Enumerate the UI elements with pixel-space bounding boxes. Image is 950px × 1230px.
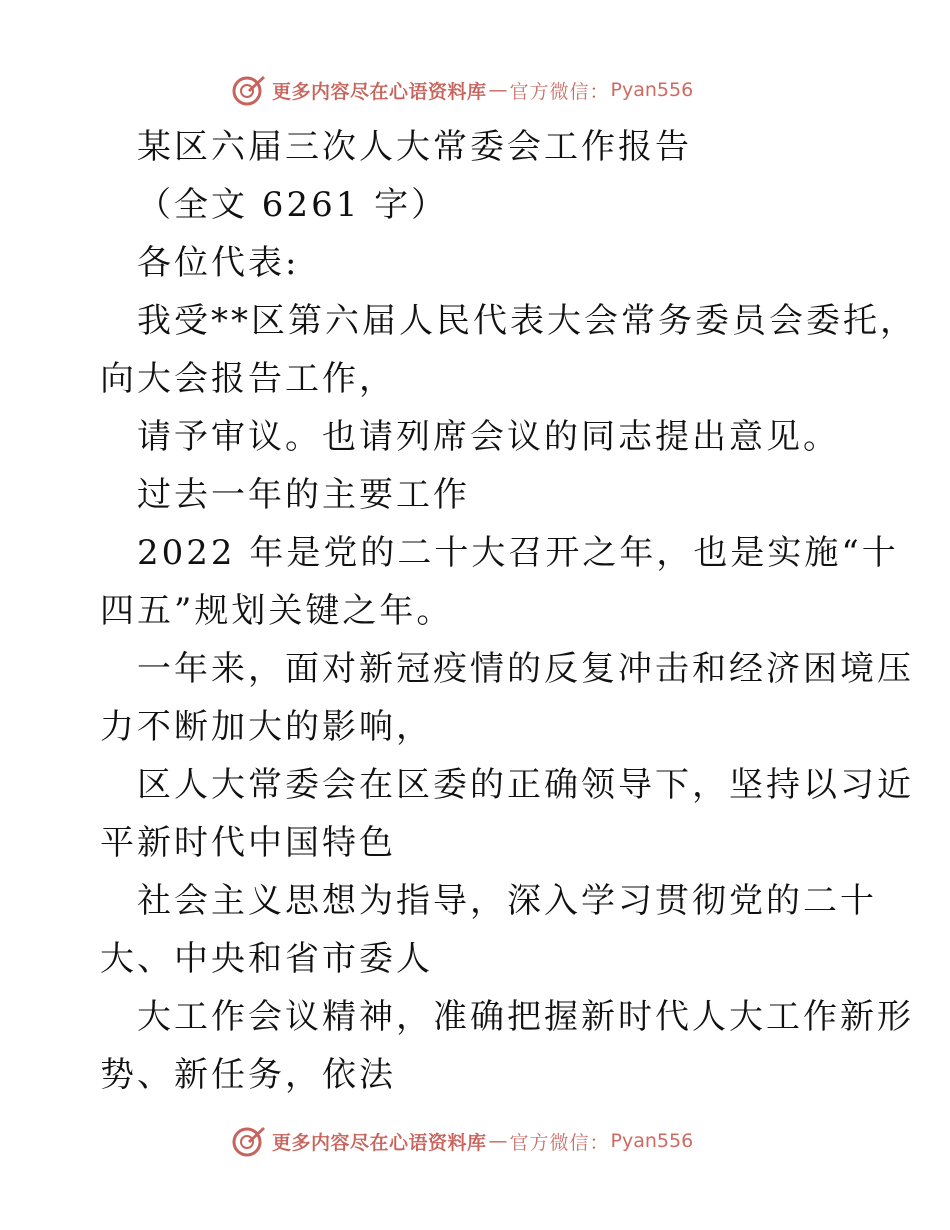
- watermark-banner-bottom: [232, 1121, 693, 1161]
- paragraph-line: 一年来，面对新冠疫情的反复冲击和经济困境压: [137, 649, 914, 689]
- document-body: [100, 118, 917, 1104]
- paragraph-line: 2022 年是党的二十大召开之年，也是实施“十: [137, 533, 899, 573]
- watermark-separator: —: [488, 1130, 508, 1152]
- paragraph-line: 区人大常委会在区委的正确领导下，坚持以习近: [137, 765, 914, 805]
- paragraph-line: 平新时代中国特色: [100, 823, 396, 863]
- watermark-separator: —: [488, 79, 508, 101]
- watermark-brand: 更多内容尽在心语资料库: [272, 80, 487, 103]
- paragraph-line: 大、中央和省市委人: [100, 939, 433, 979]
- pen-logo-icon: [232, 73, 266, 107]
- paragraph-line: 请予审议。也请列席会议的同志提出意见。: [137, 417, 840, 457]
- paragraph-line: 向大会报告工作，: [100, 359, 396, 399]
- paragraph-line: 大工作会议精神，准确把握新时代人大工作新形: [137, 997, 914, 1037]
- watermark-brand: 更多内容尽在心语资料库: [272, 1131, 487, 1154]
- word-count-note: （全文 6261 字）: [137, 185, 449, 225]
- watermark-official-label: 官方微信: [509, 80, 590, 103]
- section-heading: 过去一年的主要工作: [137, 475, 470, 515]
- paragraph-line: 社会主义思想为指导，深入学习贯彻党的二十: [137, 881, 877, 921]
- paragraph-line: 我受**区第六届人民代表大会常务委员会委托，: [137, 301, 917, 341]
- watermark-wechat-id: Pyan556: [610, 79, 694, 101]
- watermark-colon: ：: [589, 80, 609, 103]
- salutation: 各位代表:: [137, 243, 300, 283]
- watermark-colon: ：: [589, 1131, 609, 1154]
- paragraph-line: 力不断加大的影响，: [100, 707, 433, 747]
- document-title: 某区六届三次人大常委会工作报告: [137, 127, 692, 167]
- paragraph-line: 势、新任务，依法: [100, 1055, 396, 1095]
- watermark-official-label: 官方微信: [509, 1131, 590, 1154]
- watermark-wechat-id: Pyan556: [610, 1130, 694, 1152]
- pen-logo-icon: [232, 1124, 266, 1158]
- watermark-banner-top: [232, 70, 693, 110]
- paragraph-line: 四五”规划关键之年。: [100, 591, 454, 631]
